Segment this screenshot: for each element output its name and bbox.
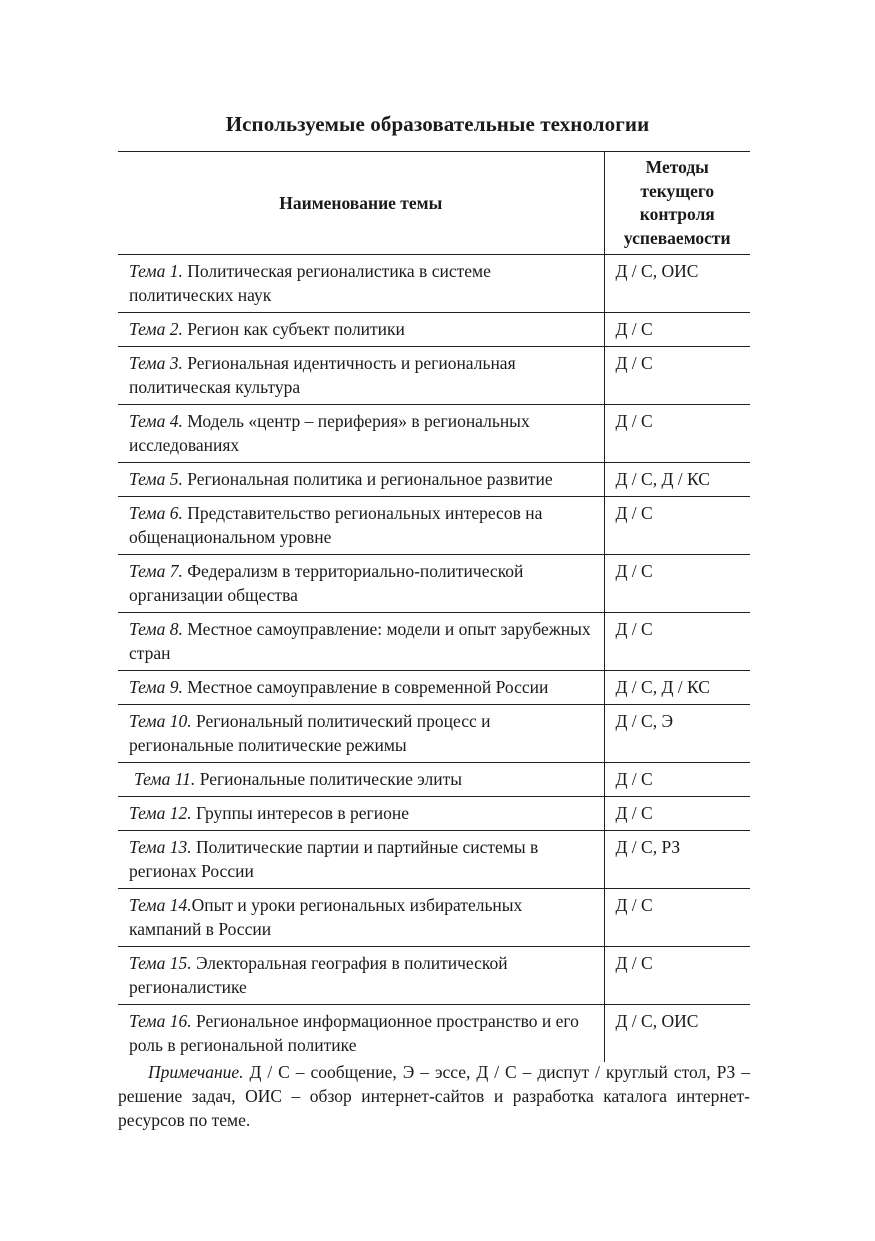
table-row <box>118 313 750 347</box>
methods-header-line: Методы <box>645 157 709 177</box>
topic-number: Тема 16. <box>129 1011 192 1031</box>
topic-title: Региональная идентичность и региональная политическая культура <box>129 353 516 397</box>
topic-number: Тема 11. <box>134 769 196 789</box>
topic-title: Группы интересов в регионе <box>191 803 409 823</box>
methods-cell: Д / С <box>604 313 750 347</box>
topic-cell <box>118 763 604 797</box>
topic-number: Тема 2. <box>129 319 183 339</box>
topic-number: Тема 6. <box>129 503 183 523</box>
table-row <box>118 255 750 313</box>
topic-number: Тема 5. <box>129 469 183 489</box>
topic-title: Представительство региональных интересов на общенациональном уровне <box>129 503 543 547</box>
methods-header-line: успеваемости <box>623 227 731 248</box>
topic-title: Региональное информационное пространство и его роль в региональной политике <box>129 1011 579 1055</box>
table-row <box>118 347 750 405</box>
topic-title: Региональные политические элиты <box>195 769 462 789</box>
note-text: Д / С – сообщение, Э – эссе, Д / С – диспут / круглый стол, РЗ – решение задач, ОИС – обзор интернет-сайтов и разработка каталога интернет-ресурсов по теме. <box>118 1062 750 1130</box>
table-row <box>118 831 750 889</box>
methods-header-line: текущего <box>640 180 715 201</box>
topic-cell <box>118 555 604 613</box>
table-row <box>118 889 750 947</box>
topic-cell <box>118 889 604 947</box>
methods-cell: Д / С, ОИС <box>604 1005 750 1063</box>
table-header-row <box>118 152 750 255</box>
topic-cell <box>118 671 604 705</box>
topic-title: Региональная политика и региональное развитие <box>182 469 553 489</box>
table-row <box>118 947 750 1005</box>
topic-title: Федерализм в территориально-политической организации общества <box>129 561 524 605</box>
topic-number: Тема 7. <box>129 561 183 581</box>
topic-cell <box>118 831 604 889</box>
page-title: Используемые образовательные технологии <box>225 112 650 136</box>
topic-number: Тема 14. <box>129 895 192 915</box>
methods-cell: Д / С <box>604 797 750 831</box>
topic-cell <box>118 1005 604 1063</box>
table-row <box>118 671 750 705</box>
topic-cell <box>118 463 604 497</box>
topic-cell <box>118 405 604 463</box>
technologies-table <box>118 151 750 1062</box>
note-label: Примечание. <box>148 1062 244 1082</box>
topic-number: Тема 8. <box>129 619 183 639</box>
topic-cell <box>118 797 604 831</box>
methods-cell: Д / С <box>604 497 750 555</box>
table-row <box>118 463 750 497</box>
methods-cell: Д / С <box>604 763 750 797</box>
table-body <box>118 255 750 1063</box>
topic-cell <box>118 613 604 671</box>
table-row <box>118 613 750 671</box>
table-row <box>118 1005 750 1063</box>
topic-title: Электоральная география в политической регионалистике <box>129 953 508 997</box>
topic-cell <box>118 497 604 555</box>
methods-cell: Д / С, Д / КС <box>604 671 750 705</box>
methods-cell: Д / С, ОИС <box>604 255 750 313</box>
topic-title: Политическая регионалистика в системе политических наук <box>129 261 491 305</box>
topic-title: Регион как субъект политики <box>182 319 405 339</box>
note-paragraph <box>118 1060 750 1132</box>
topic-number: Тема 10. <box>129 711 192 731</box>
topic-column-header: Наименование темы <box>118 152 604 255</box>
methods-cell: Д / С <box>604 889 750 947</box>
methods-cell: Д / С <box>604 405 750 463</box>
methods-cell: Д / С <box>604 613 750 671</box>
topic-number: Тема 15. <box>129 953 192 973</box>
topic-title: Региональный политический процесс и региональные политические режимы <box>129 711 491 755</box>
table-row <box>118 797 750 831</box>
topic-number: Тема 9. <box>129 677 183 697</box>
topic-title: Местное самоуправление: модели и опыт зарубежных стран <box>129 619 591 663</box>
methods-column-header <box>604 152 750 255</box>
table-row <box>118 705 750 763</box>
table-row <box>118 763 750 797</box>
topic-cell <box>118 347 604 405</box>
topic-cell <box>118 947 604 1005</box>
table-row <box>118 555 750 613</box>
topic-title: Модель «центр – периферия» в региональных исследованиях <box>129 411 530 455</box>
table-row <box>118 497 750 555</box>
methods-cell: Д / С <box>604 347 750 405</box>
topic-title: Политические партии и партийные системы в регионах России <box>129 837 539 881</box>
methods-cell: Д / С, Д / КС <box>604 463 750 497</box>
topic-number: Тема 13. <box>129 837 192 857</box>
table-row <box>118 405 750 463</box>
topic-number: Тема 1. <box>129 261 183 281</box>
methods-header-line: контроля <box>639 204 715 224</box>
topic-cell <box>118 255 604 313</box>
methods-cell: Д / С, РЗ <box>604 831 750 889</box>
topic-cell <box>118 705 604 763</box>
topic-number: Тема 12. <box>129 803 192 823</box>
topic-cell <box>118 313 604 347</box>
methods-cell: Д / С <box>604 555 750 613</box>
methods-cell: Д / С <box>604 947 750 1005</box>
topic-title: Местное самоуправление в современной России <box>182 677 549 697</box>
topic-number: Тема 4. <box>129 411 183 431</box>
topic-number: Тема 3. <box>129 353 183 373</box>
topic-title: Опыт и уроки региональных избирательных кампаний в России <box>129 895 523 939</box>
methods-cell: Д / С, Э <box>604 705 750 763</box>
